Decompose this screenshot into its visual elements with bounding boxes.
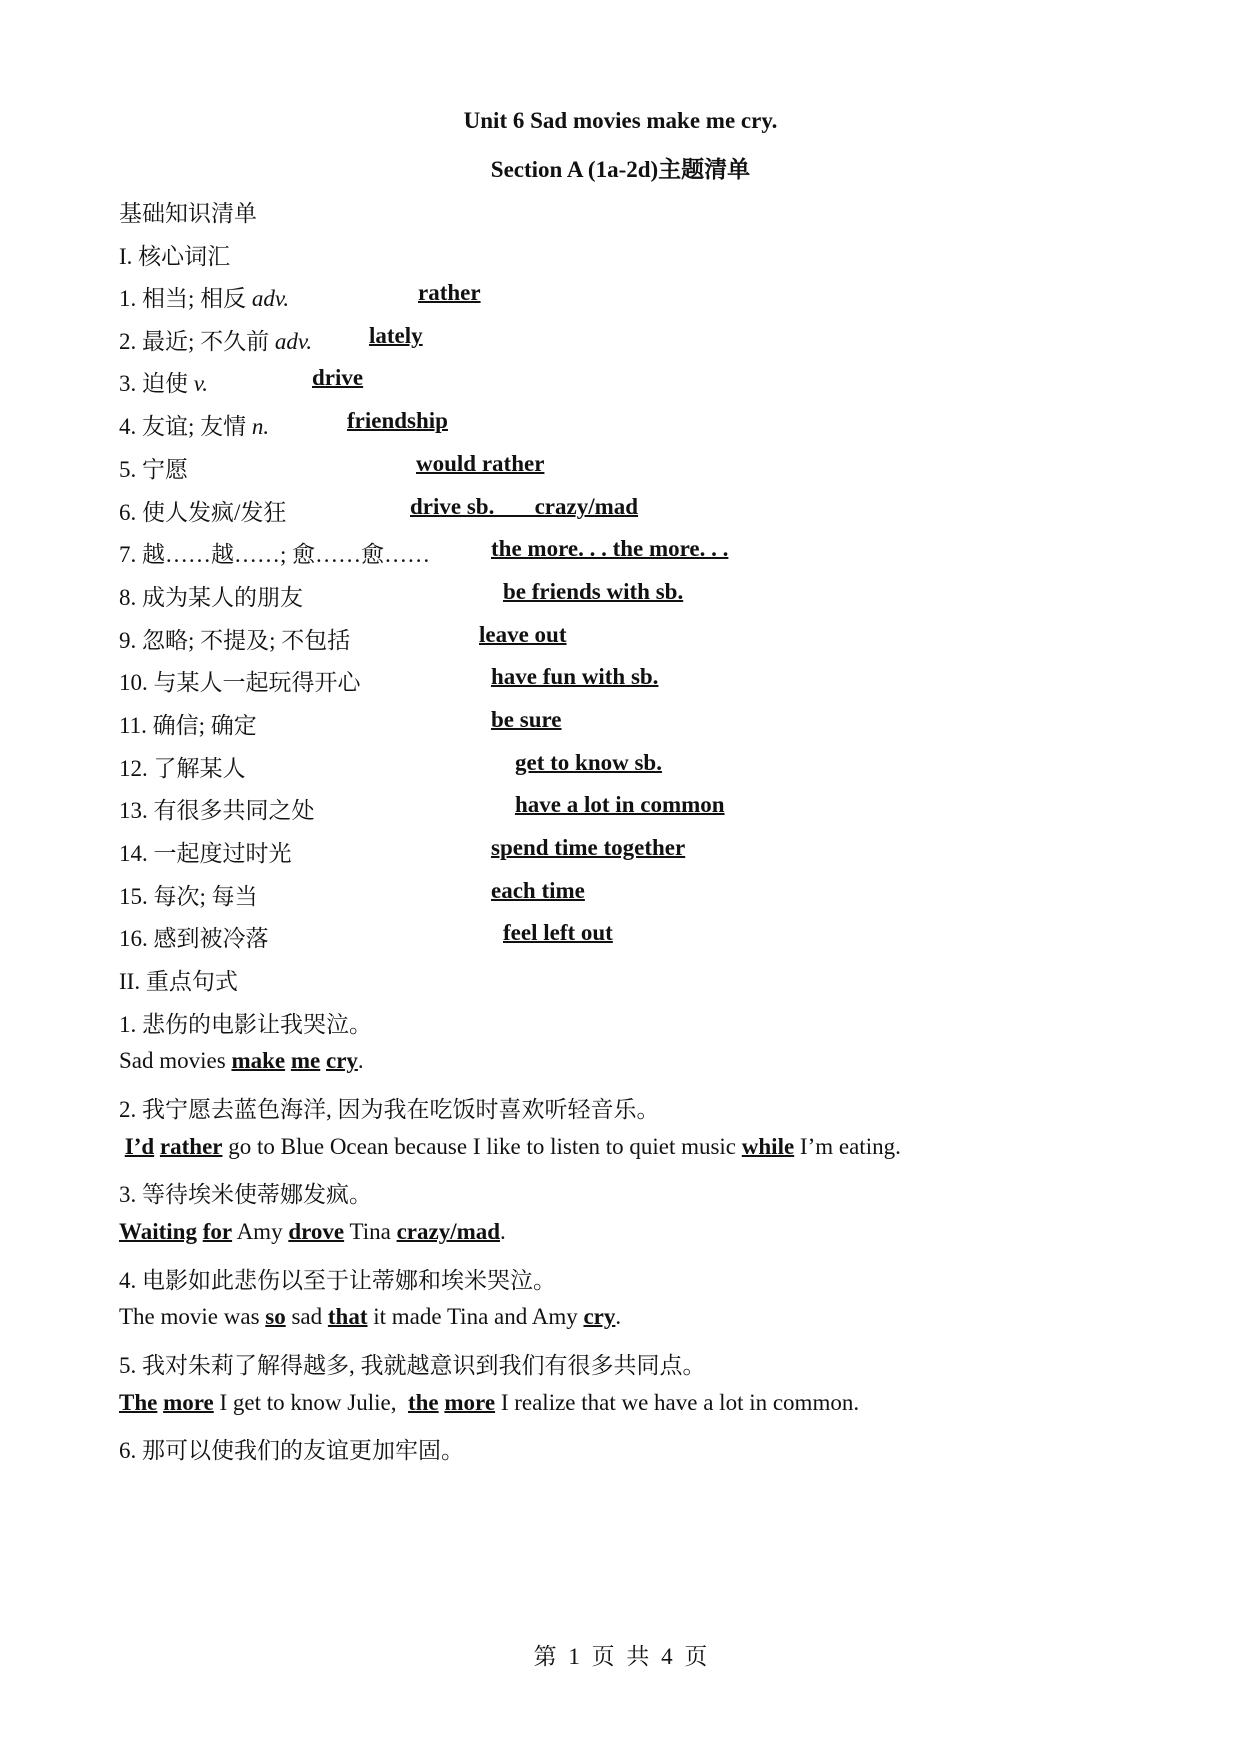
vocab-answer: be sure — [491, 707, 562, 732]
vocab-cn: 2. 最近; 不久前 — [119, 329, 275, 354]
sentence-5-cn: 5. 我对朱莉了解得越多, 我就越意识到我们有很多共同点。 — [119, 1353, 706, 1378]
sentence-2-cn: 2. 我宁愿去蓝色海洋, 因为我在吃饭时喜欢听轻音乐。 — [119, 1097, 660, 1122]
vocab-cn: 16. 感到被冷落 — [119, 926, 269, 951]
vocab-item — [119, 622, 350, 655]
vocab-item — [119, 536, 430, 569]
vocab-item — [119, 750, 246, 783]
vocab-answer: have fun with sb. — [491, 664, 659, 689]
vocab-answer: drive sb. crazy/mad — [410, 494, 639, 519]
vocab-item — [119, 664, 361, 697]
vocab-pos: adv. — [251, 286, 290, 311]
vocab-pos: v. — [193, 371, 209, 396]
vocab-cn: 12. 了解某人 — [119, 756, 246, 781]
sentence-2-en: I’d rather go to Blue Ocean because I like to listen to quiet music while I’m eating. — [124, 1134, 901, 1159]
vocab-answer: would rather — [416, 451, 545, 476]
vocab-cn: 15. 每次; 每当 — [119, 884, 258, 909]
vocab-answer: friendship — [347, 408, 448, 433]
vocab-item — [119, 280, 289, 313]
vocab-cn: 14. 一起度过时光 — [119, 841, 292, 866]
vocab-cn: 13. 有很多共同之处 — [119, 798, 315, 823]
page-title: Unit 6 Sad movies make me cry. — [463, 108, 778, 133]
vocab-cn: 7. 越……越……; 愈……愈…… — [119, 542, 431, 567]
vocab-item — [119, 323, 312, 356]
vocab-cn: 9. 忽略; 不提及; 不包括 — [119, 628, 351, 653]
vocab-cn: 1. 相当; 相反 — [119, 286, 252, 311]
sentence-1-en: Sad movies make me cry. — [119, 1048, 364, 1073]
sentence-6-cn: 6. 那可以使我们的友谊更加牢固。 — [119, 1438, 464, 1463]
vocab-heading: I. 核心词汇 — [119, 244, 231, 269]
vocab-answer: drive — [312, 365, 364, 390]
vocab-cn: 3. 迫使 — [119, 371, 194, 396]
vocab-item — [119, 494, 286, 527]
vocab-item — [119, 707, 257, 740]
vocab-cn: 10. 与某人一起玩得开心 — [119, 670, 361, 695]
vocab-cn: 8. 成为某人的朋友 — [119, 585, 303, 610]
sentence-3-en: Waiting for Amy drove Tina crazy/mad. — [119, 1219, 506, 1244]
sentence-heading: II. 重点句式 — [119, 969, 238, 994]
vocab-cn: 5. 宁愿 — [119, 457, 188, 482]
vocab-item — [119, 451, 188, 484]
vocab-answer: lately — [369, 323, 423, 348]
sentence-4-cn: 4. 电影如此悲伤以至于让蒂娜和埃米哭泣。 — [119, 1268, 556, 1293]
vocab-answer: feel left out — [503, 920, 613, 945]
vocab-item — [119, 579, 303, 612]
vocab-answer: be friends with sb. — [503, 579, 684, 604]
vocab-item — [119, 920, 269, 953]
vocab-answer: rather — [418, 280, 481, 305]
page-footer: 第 1 页 共 4 页 — [533, 1644, 708, 1669]
vocab-item — [119, 408, 269, 441]
vocab-item — [119, 878, 258, 911]
vocab-item — [119, 365, 208, 398]
vocab-answer: the more. . . the more. . . — [491, 536, 729, 561]
vocab-answer: get to know sb. — [515, 750, 662, 775]
vocab-item — [119, 835, 292, 868]
sentence-5-en: The more I get to know Julie, the more I realize that we have a lot in common. — [119, 1390, 860, 1415]
sentence-3-cn: 3. 等待埃米使蒂娜发疯。 — [119, 1182, 372, 1207]
vocab-answer: leave out — [479, 622, 567, 647]
vocab-pos: adv. — [274, 329, 313, 354]
vocab-cn: 6. 使人发疯/发狂 — [119, 500, 287, 525]
vocab-answer: each time — [491, 878, 585, 903]
vocab-pos: n. — [251, 414, 270, 439]
sentence-4-en: The movie was so sad that it made Tina and Amy cry. — [119, 1304, 622, 1329]
vocab-answer: have a lot in common — [515, 792, 725, 817]
vocab-item — [119, 792, 315, 825]
sentence-1-cn: 1. 悲伤的电影让我哭泣。 — [119, 1012, 372, 1037]
vocab-cn: 4. 友谊; 友情 — [119, 414, 252, 439]
vocab-answer: spend time together — [491, 835, 686, 860]
section-basic-heading: 基础知识清单 — [119, 201, 257, 226]
vocab-cn: 11. 确信; 确定 — [119, 713, 257, 738]
page-subtitle: Section A (1a-2d)主题清单 — [490, 157, 751, 182]
